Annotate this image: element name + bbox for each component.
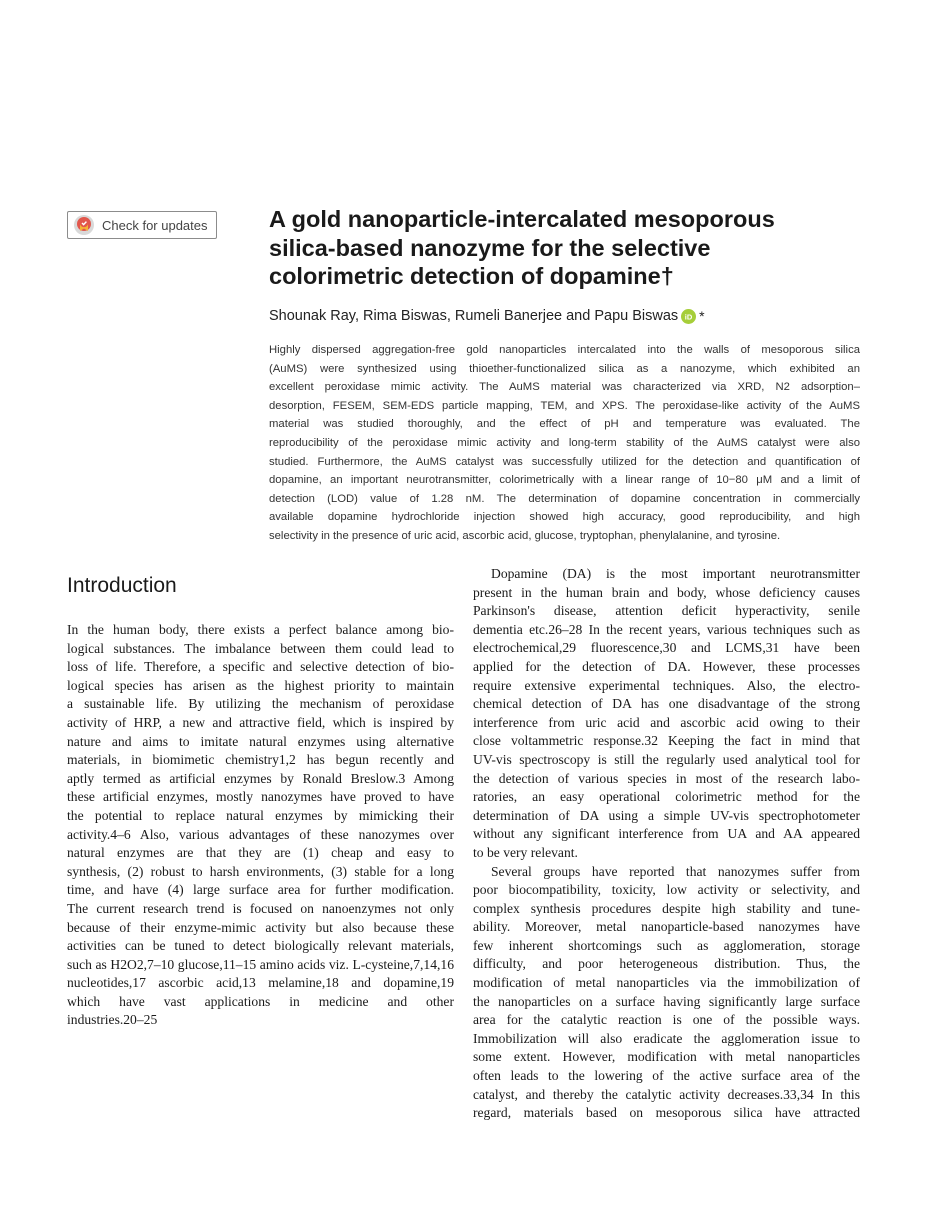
body-line: such as H2O2,7–10 glucose,11–15 amino acids viz. L-cysteine,7,14,16 [67, 956, 454, 972]
body-line: time, and have (4) large surface area for further modification. [67, 882, 454, 898]
check-for-updates-icon [73, 214, 95, 236]
corresponding-author-mark: * [699, 308, 705, 324]
body-line: a sustainable life. By utilizing the mechanism of peroxidase [67, 696, 454, 712]
body-line: some extent. However, modification with metal nanoparticles [473, 1049, 860, 1065]
body-line: poor biocompatibility, toxicity, low activity or selectivity, and [473, 882, 860, 898]
orcid-icon[interactable] [681, 309, 696, 324]
body-line: ratories, an easy operational colorimetric method for the [473, 789, 860, 805]
body-line: these artificial enzymes, mostly nanozymes have proved to have [67, 789, 454, 805]
body-line: because of their enzyme-mimic activity but also because these [67, 919, 454, 935]
body-line: In the human body, there exists a perfect balance among bio- [67, 622, 454, 637]
abstract-line: available dopamine hydrochloride injection showed high accuracy, good reproducibility, and high [269, 511, 860, 524]
body-line: few inherent shortcomings such as agglomeration, storage [473, 937, 860, 953]
body-line: area for the catalytic reaction is one of the possible ways. [473, 1012, 860, 1028]
body-line: nucleotides,17 ascorbic acid,13 melamine,18 and dopamine,19 [67, 975, 454, 991]
check-for-updates-label: Check for updates [102, 217, 208, 233]
body-line: electrochemical,29 fluorescence,30 and LCMS,31 have been [473, 640, 860, 656]
introduction-heading: Introduction [67, 574, 177, 597]
abstract-line: (AuMS) were synthesized using thioether-functionalized silica as a nanozyme, which exhibited an [269, 362, 860, 375]
body-line: natural enzymes are that they are (1) cheap and easy to [67, 845, 454, 861]
body-line: UV-vis spectroscopy is still the regularly used analytical tool for [473, 751, 860, 767]
abstract [269, 341, 860, 546]
body-line: nature and aims to imitate natural enzymes using alternative [67, 733, 454, 749]
body-line: logical substances. The imbalance between them could lead to [67, 640, 454, 656]
body-line: present in the human brain and body, whose deficiency causes [473, 584, 860, 600]
abstract-line: selectivity in the presence of uric acid, ascorbic acid, glucose, tryptophan, phenylalanine, and tyrosine. [269, 529, 781, 542]
title-line: A gold nanoparticle-intercalated mesoporous [269, 206, 775, 232]
body-line: synthesis, (2) robust to harsh environments, (3) stable for a long [67, 863, 454, 879]
abstract-line: Highly dispersed aggregation-free gold nanoparticles intercalated into the walls of mesoporous silica [269, 344, 860, 356]
body-line: close voltammetric response.32 Keeping the fact in mind that [473, 733, 860, 749]
abstract-line: studied. Furthermore, the AuMS catalyst was successfully utilized for the detection and quantification of [269, 455, 860, 468]
body-line: which have vast applications in medicine and other [67, 993, 454, 1009]
body-line: activity of HRP, a new and attractive field, which is inspired by [67, 714, 454, 730]
body-line: The current research trend is focused on nanoenzymes not only [67, 900, 454, 916]
abstract-line: desorption, FESEM, SEM-EDS particle mapping, TEM, and XPS. The peroxidase-like activity of the AuMS [269, 399, 860, 412]
check-for-updates-badge[interactable] [67, 211, 217, 239]
body-line: require extensive experimental techniques. Also, the electro- [473, 677, 860, 693]
abstract-line: detection (LOD) value of 1.28 nM. The determination of dopamine concentration in commercially [269, 492, 860, 505]
author-names: Shounak Ray, Rima Biswas, Rumeli Banerjee and Papu Biswas [269, 308, 679, 324]
body-line: regard, materials based on mesoporous silica have attracted [473, 1105, 860, 1121]
body-line: activities can be tuned to detect biologically relevant materials, [67, 938, 454, 954]
body-line: Several groups have reported that nanozymes suffer from [491, 863, 860, 879]
orcid-icon-label: iD [684, 311, 693, 321]
body-line: industries.20–25 [67, 1012, 158, 1028]
body-line: often leads to the lowering of the active surface area of the [473, 1068, 860, 1084]
title-line: silica-based nanozyme for the selective [269, 234, 711, 261]
abstract-line: material was studied thoroughly, and the effect of pH and temperature was evaluated. The [269, 418, 860, 431]
body-line: chemical detection of DA has one disadvantage of the strong [473, 696, 860, 712]
body-line: modification of metal nanoparticles via the immobilization of [473, 975, 860, 991]
author-list [269, 306, 705, 326]
body-line: ability. Moreover, metal nanoparticle-based nanozymes have [473, 919, 860, 935]
title-line: colorimetric detection of dopamine† [269, 263, 674, 289]
body-line: applied for the detection of DA. However, these processes [473, 658, 860, 674]
abstract-line: excellent peroxidase mimic activity. The AuMS material was characterized via XRD, N2 adsorption– [269, 381, 860, 394]
body-line: the nanoparticles on a surface having significantly large surface [473, 993, 860, 1009]
body-line: the detection of various species in most of the research labo- [473, 770, 860, 786]
body-column-right [473, 565, 860, 1123]
body-line: dementia etc.26–28 In the recent years, various techniques such as [473, 621, 860, 637]
body-line: interference from uric acid and ascorbic acid owing to their [473, 714, 860, 730]
body-line: Parkinson's disease, attention deficit hyperactivity, senile [473, 603, 860, 619]
abstract-line: dopamine, an important neurotransmitter, colorimetrically with a linear range of 10−80 μM and a limit of [269, 474, 860, 487]
body-line: the potential to replace natural enzymes by mimicking their [67, 807, 454, 823]
body-line: activity.4–6 Also, various advantages of these nanozymes over [67, 826, 454, 842]
body-line: catalyst, and thereby the catalytic activity decreases.33,34 In this [473, 1086, 860, 1102]
article-title [269, 205, 849, 291]
body-line: difficulty, and poor heterogeneous distribution. Thus, the [473, 956, 860, 972]
body-line: without any significant interference from UA and AA appeared [473, 826, 860, 842]
body-line: complex synthesis procedures despite high stability and tune- [473, 900, 860, 916]
abstract-line: reproducibility of the peroxidase mimic activity and long-term stability of the AuMS catalyst were also [269, 436, 860, 449]
body-line: to be very relevant. [473, 844, 578, 860]
body-column-left [67, 621, 454, 1030]
body-line: determination of DA using a simple UV-vis spectrophotometer [473, 807, 860, 823]
body-line: aptly termed as artificial enzymes by Ronald Breslow.3 Among [67, 770, 454, 786]
body-line: logical species has arisen as the highest priority to maintain [67, 677, 454, 693]
body-line: Dopamine (DA) is the most important neurotransmitter [491, 566, 860, 581]
body-line: loss of life. Therefore, a specific and selective detection of bio- [67, 659, 454, 675]
body-line: materials, in biomimetic chemistry1,2 has begun recently and [67, 752, 454, 768]
body-line: Immobilization will also eradicate the agglomeration issue to [473, 1030, 860, 1046]
